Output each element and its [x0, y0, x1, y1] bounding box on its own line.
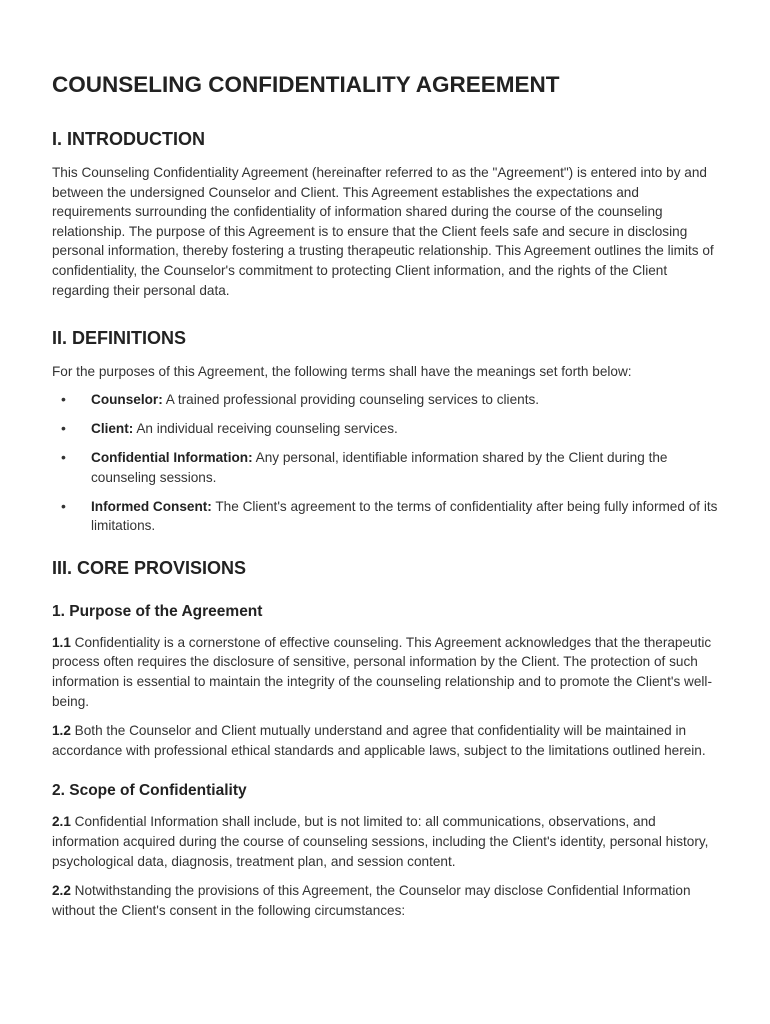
- bullet-icon: •: [61, 390, 66, 407]
- scope-heading: 2. Scope of Confidentiality: [52, 782, 247, 800]
- definitions-lead: For the purposes of this Agreement, the following terms shall have the meanings set forth below:: [52, 364, 632, 380]
- definition-text: An individual receiving counseling services.: [133, 420, 398, 436]
- definition-term: Client:: [91, 420, 134, 436]
- bullet-icon: •: [61, 497, 66, 514]
- definition-term: Informed Consent:: [91, 498, 212, 514]
- clause-text: Notwithstanding the provisions of this Agreement, the Counselor may disclose Confidential Information without the Client's consent in the following circumstances:: [52, 883, 691, 918]
- clause-number: 1.1: [52, 634, 71, 650]
- definitions-list: [52, 390, 720, 536]
- introduction-paragraph: This Counseling Confidentiality Agreement (hereinafter referred to as the "Agreement") is entered into by and between the undersigned Counselor and Client. This Agreement establishes the expectations and requirements surrounding the confidentiality of information shared during the course of the counseling relationship. The purpose of this Agreement is to ensure that the Client feels safe and secure in disclosing personal information, thereby fostering a trusting therapeutic relationship. This Agreement outlines the limits of confidentiality, the Counselor's commitment to protecting Client information, and the rights of the Client regarding their personal data.: [52, 165, 714, 298]
- clause-text: Confidential Information shall include, but is not limited to: all communications, observations, and information acquired during the course of counseling sessions, including the Client's identity, personal history, psychological data, diagnosis, treatment plan, and session content.: [52, 814, 709, 869]
- clause-text: Both the Counselor and Client mutually understand and agree that confidentiality will be maintained in accordance with professional ethical standards and applicable laws, subject to the limitations outlined herein.: [52, 723, 706, 758]
- definition-term: Counselor:: [91, 391, 163, 407]
- definition-text: A trained professional providing counseling services to clients.: [162, 391, 540, 407]
- purpose-heading: 1. Purpose of the Agreement: [52, 602, 263, 620]
- introduction-heading: I. INTRODUCTION: [52, 129, 205, 149]
- clause-number: 1.2: [52, 723, 71, 739]
- clause-paragraph: [52, 812, 720, 871]
- core-provisions-heading: III. CORE PROVISIONS: [52, 557, 247, 578]
- clause-paragraph: [52, 721, 720, 760]
- definition-text: Any personal, identifiable information shared by the Client during the counseling sessions.: [91, 449, 668, 485]
- definition-item: [52, 448, 720, 487]
- clause-text: Confidentiality is a cornerstone of effective counseling. This Agreement acknowledges that the therapeutic process often requires the disclosure of sensitive, personal information by the Client. The protection of such information is essential to maintain the integrity of the counseling relationship and to promote the Client's well-being.: [52, 634, 712, 709]
- document-page: [52, 70, 720, 930]
- clause-paragraph: [52, 633, 720, 711]
- clause-number: 2.1: [52, 814, 71, 830]
- definition-item: [52, 497, 720, 536]
- definition-item: [52, 419, 720, 439]
- definition-item: [52, 390, 720, 410]
- clause-number: 2.2: [52, 883, 71, 899]
- bullet-icon: •: [61, 419, 66, 436]
- definition-term: Confidential Information:: [91, 449, 253, 465]
- definition-text: The Client's agreement to the terms of confidentiality after being fully informed of its limitations.: [91, 498, 718, 534]
- document-title: COUNSELING CONFIDENTIALITY AGREEMENT: [52, 72, 560, 97]
- clause-paragraph: [52, 881, 720, 920]
- definitions-heading: II. DEFINITIONS: [52, 328, 187, 349]
- bullet-icon: •: [61, 448, 66, 465]
